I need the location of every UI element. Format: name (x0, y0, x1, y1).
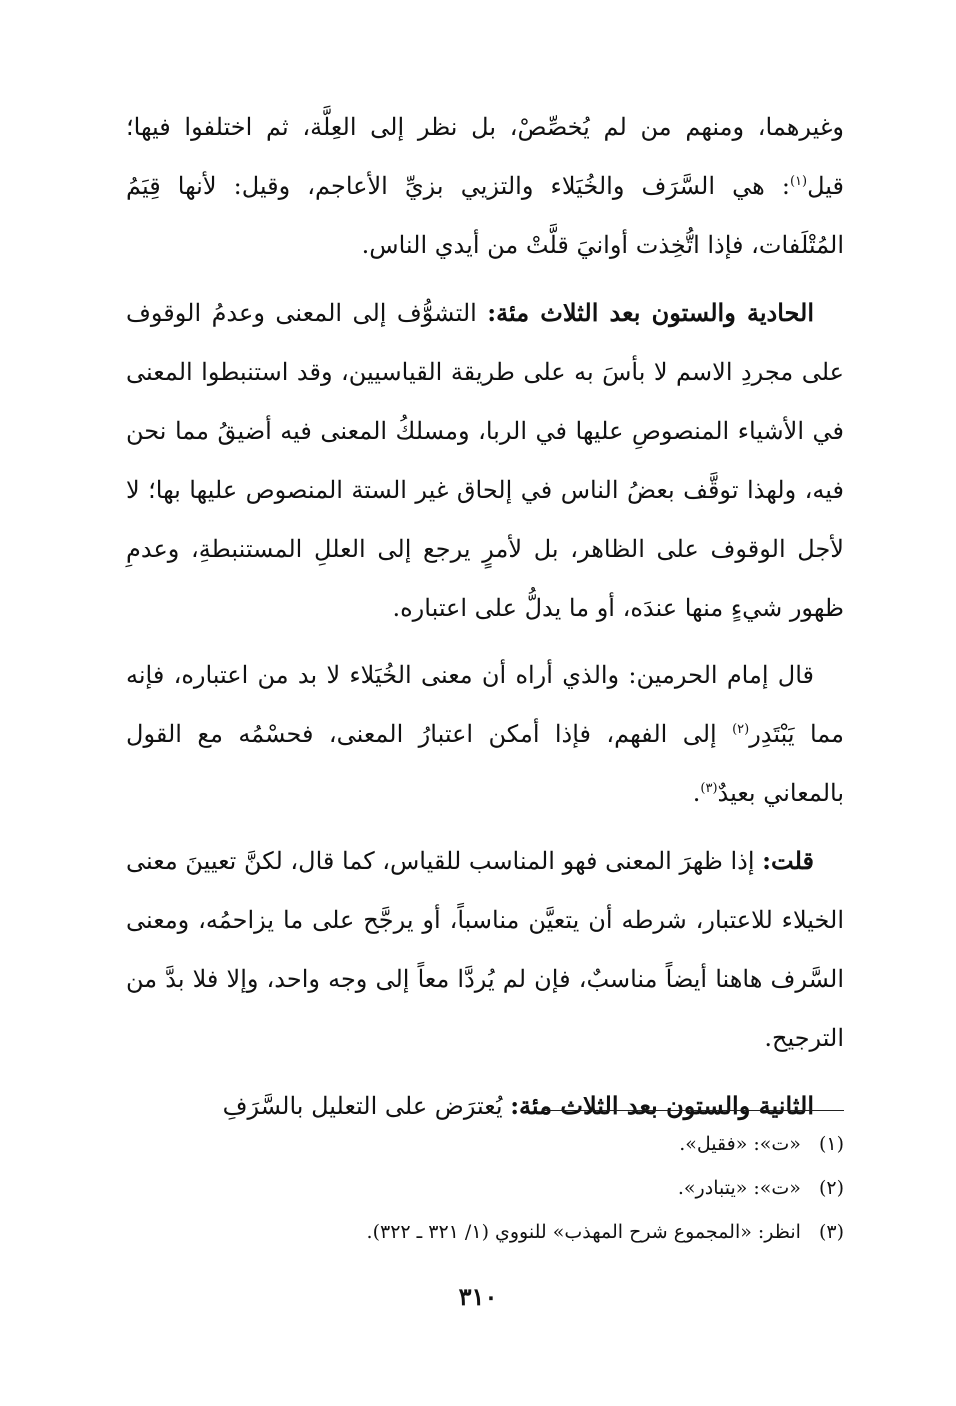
footnote-number: (٢) (818, 1177, 844, 1199)
paragraph-4 (126, 831, 844, 1068)
footnote-text: انظر: «المجموع شرح المهذب» للنووي (١/ ٣٢١ ـ ٣٢٢). (366, 1221, 801, 1243)
footnote-3 (180, 1210, 844, 1254)
paragraph-1-part-2: : هي السَّرَف والخُيَلاء والتزيي بزيِّ الأعاجم، وقيل: لأنها قِيَمُ المُتْلَفات، فإذا اتُّخِذت أوانيَ قلَّتْ من أيدي الناس. (126, 172, 844, 259)
paragraph-3 (126, 646, 844, 823)
footnote-text: «ت»: «فقيل». (679, 1133, 801, 1155)
footnote-number: (٣) (818, 1221, 844, 1243)
footnote-1 (180, 1122, 844, 1166)
paragraph-3-part-1: قال إمام الحرمين: والذي أراه أن معنى الخُيَلاء لا بد من اعتباره، فإنه مما يَبْتَدِر (126, 661, 844, 748)
footnote-separator (542, 1110, 844, 1111)
paragraph-2 (126, 283, 844, 638)
paragraph-2-text: التشوُّف إلى المعنى وعدمُ الوقوف على مجردِ الاسم لا بأسَ به على طريقة القياسيين، وقد استنبطوا المعنى في الأشياء المنصوصِ عليها في الربا، ومسلكُ المعنى فيه أضيقُ مما نحن فيه، ولهذا توقَّف بعضُ الناس في إلحاق غير الستة المنصوص عليها بها؛ لا لأجل الوقوف على الظاهر، بل لأمرٍ يرجع إلى العللِ المستنبطةِ، وعدمِ ظهور شيءٍ منها عندَه، أو ما يدلُّ على اعتباره. (126, 299, 845, 622)
footnote-ref-1[interactable]: (١) (789, 174, 808, 189)
footnote-ref-3[interactable]: (٣) (700, 781, 718, 796)
paragraph-4-text: إذا ظهرَ المعنى فهو المناسب للقياس، كما قال، لكنَّ تعيينَ معنى الخيلاء للاعتبار، شرطه أن يتعيَّن مناسباً، أو يرجَّح على ما يزاحمُه، ومعنى السَّرف هاهنا أيضاً مناسبٌ، فإن لم يُردَّا معاً إلى وجه واحد، وإلا فلا بدَّ من الترجيح. (126, 847, 844, 1052)
footnote-ref-2[interactable]: (٢) (732, 722, 750, 737)
paragraph-1 (126, 98, 844, 275)
page-number: ٣١٠ (458, 1282, 498, 1311)
section-heading-362: الثانية والستون بعد الثلاث مئة: (510, 1091, 814, 1120)
paragraph-3-part-3: . (692, 779, 701, 807)
footnote-text: «ت»: «يتبادر». (677, 1177, 801, 1199)
main-text (126, 98, 844, 1136)
footnotes (180, 1122, 844, 1254)
paragraph-5-text: يُعترَض على التعليل بالسَّرَفِ (222, 1092, 511, 1120)
paragraph-1-part-1: وغيرهما، ومنهم من لم يُخصِّصْ، بل نظر إلى العِلَّة، ثم اختلفوا فيها؛ قيل (126, 113, 844, 200)
footnote-number: (١) (818, 1133, 844, 1155)
qultu-label: قلت: (762, 846, 814, 875)
paragraph-3-part-2: إلى الفهم، فإذا أمكن اعتبارُ المعنى، فحسْمُه مع القول بالمعاني بعيدٌ (126, 720, 844, 807)
footnote-2 (180, 1166, 844, 1210)
section-heading-361: الحادية والستون بعد الثلاث مئة: (487, 298, 814, 327)
